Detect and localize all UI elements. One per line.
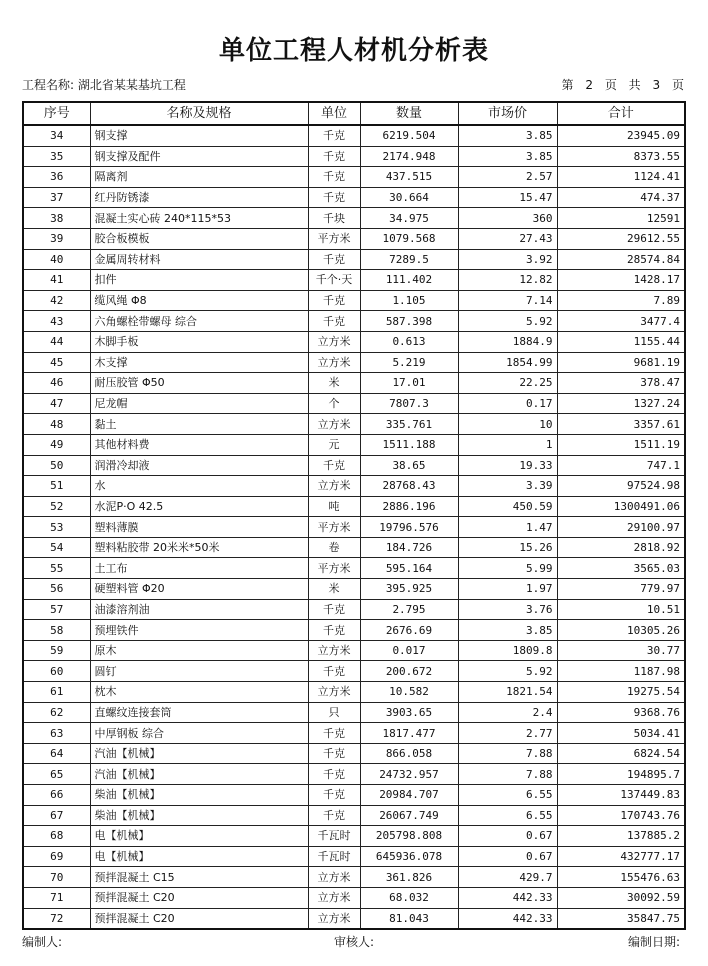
row-unit: 千克 (308, 785, 360, 806)
row-no: 36 (23, 167, 90, 188)
row-total: 9681.19 (557, 352, 685, 373)
row-price: 22.25 (458, 373, 557, 394)
row-name: 直螺纹连接套筒 (90, 702, 308, 723)
row-total: 29100.97 (557, 517, 685, 538)
row-price: 360 (458, 208, 557, 229)
table-row (23, 558, 685, 579)
row-qty: 0.613 (360, 331, 458, 352)
row-total: 3357.61 (557, 414, 685, 435)
row-qty: 184.726 (360, 537, 458, 558)
row-qty: 111.402 (360, 270, 458, 291)
row-unit: 千克 (308, 620, 360, 641)
row-no: 39 (23, 228, 90, 249)
row-no: 38 (23, 208, 90, 229)
row-qty: 2174.948 (360, 146, 458, 167)
table-row (23, 476, 685, 497)
row-name: 硬塑料管 Φ20 (90, 579, 308, 600)
row-unit: 千克 (308, 661, 360, 682)
row-no: 65 (23, 764, 90, 785)
row-price: 15.47 (458, 187, 557, 208)
row-name: 土工布 (90, 558, 308, 579)
row-unit: 千克 (308, 249, 360, 270)
row-unit: 立方米 (308, 682, 360, 703)
row-name: 扣件 (90, 270, 308, 291)
row-price: 15.26 (458, 537, 557, 558)
row-name: 电【机械】 (90, 846, 308, 867)
date-label: 编制日期: (627, 935, 680, 949)
row-unit: 米 (308, 373, 360, 394)
table-body (23, 125, 685, 929)
row-qty: 645936.078 (360, 846, 458, 867)
row-price: 450.59 (458, 496, 557, 517)
row-price: 0.67 (458, 826, 557, 847)
row-total: 1511.19 (557, 434, 685, 455)
col-header-price: 市场价 (458, 102, 557, 125)
row-no: 72 (23, 908, 90, 929)
row-unit: 只 (308, 702, 360, 723)
row-total: 23945.09 (557, 125, 685, 146)
row-price: 6.55 (458, 785, 557, 806)
row-no: 70 (23, 867, 90, 888)
row-total: 1300491.06 (557, 496, 685, 517)
row-name: 预拌混凝土 C20 (90, 887, 308, 908)
row-name: 润滑冷却液 (90, 455, 308, 476)
row-total: 9368.76 (557, 702, 685, 723)
row-total: 155476.63 (557, 867, 685, 888)
row-name: 枕木 (90, 682, 308, 703)
row-unit: 千克 (308, 187, 360, 208)
material-analysis-table (22, 101, 686, 930)
table-row (23, 537, 685, 558)
project-name (22, 76, 186, 93)
row-qty: 10.582 (360, 682, 458, 703)
table-row (23, 764, 685, 785)
row-price: 3.76 (458, 599, 557, 620)
row-price: 1821.54 (458, 682, 557, 703)
table-row (23, 187, 685, 208)
row-unit: 立方米 (308, 352, 360, 373)
row-price: 1.97 (458, 579, 557, 600)
row-name: 尼龙帽 (90, 393, 308, 414)
row-no: 56 (23, 579, 90, 600)
row-name: 隔离剂 (90, 167, 308, 188)
table-row (23, 702, 685, 723)
row-total: 3477.4 (557, 311, 685, 332)
table-row (23, 826, 685, 847)
row-no: 54 (23, 537, 90, 558)
row-total: 35847.75 (557, 908, 685, 929)
document-meta (22, 76, 684, 92)
row-qty: 34.975 (360, 208, 458, 229)
row-no: 61 (23, 682, 90, 703)
row-total: 1428.17 (557, 270, 685, 291)
row-no: 62 (23, 702, 90, 723)
table-row (23, 785, 685, 806)
row-price: 1.47 (458, 517, 557, 538)
col-header-total: 合计 (557, 102, 685, 125)
row-total: 30.77 (557, 640, 685, 661)
row-price: 1 (458, 434, 557, 455)
row-name: 预拌混凝土 C15 (90, 867, 308, 888)
row-price: 2.4 (458, 702, 557, 723)
row-price: 7.88 (458, 764, 557, 785)
preparer-label: 编制人: (22, 935, 63, 949)
row-price: 7.14 (458, 290, 557, 311)
row-price: 1809.8 (458, 640, 557, 661)
row-price: 3.39 (458, 476, 557, 497)
row-no: 71 (23, 887, 90, 908)
row-total: 1155.44 (557, 331, 685, 352)
row-unit: 平方米 (308, 517, 360, 538)
row-unit: 千块 (308, 208, 360, 229)
row-qty: 81.043 (360, 908, 458, 929)
table-row (23, 846, 685, 867)
row-price: 0.67 (458, 846, 557, 867)
row-no: 58 (23, 620, 90, 641)
row-no: 59 (23, 640, 90, 661)
row-no: 52 (23, 496, 90, 517)
row-qty: 1.105 (360, 290, 458, 311)
row-name: 汽油【机械】 (90, 743, 308, 764)
row-name: 木支撑 (90, 352, 308, 373)
row-price: 429.7 (458, 867, 557, 888)
row-total: 1187.98 (557, 661, 685, 682)
row-price: 3.85 (458, 620, 557, 641)
row-unit: 千克 (308, 290, 360, 311)
row-price: 27.43 (458, 228, 557, 249)
row-no: 40 (23, 249, 90, 270)
table-row (23, 249, 685, 270)
row-name: 水 (90, 476, 308, 497)
row-total: 12591 (557, 208, 685, 229)
row-qty: 26067.749 (360, 805, 458, 826)
row-total: 137885.2 (557, 826, 685, 847)
table-row (23, 640, 685, 661)
row-unit: 千克 (308, 743, 360, 764)
row-no: 50 (23, 455, 90, 476)
page-indicator (554, 76, 684, 93)
row-total: 2818.92 (557, 537, 685, 558)
row-unit: 吨 (308, 496, 360, 517)
row-qty: 587.398 (360, 311, 458, 332)
table-row (23, 599, 685, 620)
row-name: 塑料薄膜 (90, 517, 308, 538)
row-unit: 千瓦时 (308, 846, 360, 867)
row-name: 圆钉 (90, 661, 308, 682)
row-qty: 395.925 (360, 579, 458, 600)
row-no: 48 (23, 414, 90, 435)
pager-total: 3 (652, 78, 661, 92)
row-qty: 68.032 (360, 887, 458, 908)
row-unit: 立方米 (308, 640, 360, 661)
row-unit: 千克 (308, 723, 360, 744)
row-total: 432777.17 (557, 846, 685, 867)
row-unit: 千克 (308, 311, 360, 332)
row-name: 胶合板模板 (90, 228, 308, 249)
row-name: 其他材料费 (90, 434, 308, 455)
pager-mid: 页 (604, 78, 617, 92)
pager-suffix: 页 (671, 78, 684, 92)
row-no: 43 (23, 311, 90, 332)
pager-current: 2 (585, 78, 593, 92)
table-row (23, 887, 685, 908)
row-total: 1124.41 (557, 167, 685, 188)
row-unit: 立方米 (308, 331, 360, 352)
row-qty: 205798.808 (360, 826, 458, 847)
row-total: 378.47 (557, 373, 685, 394)
row-no: 34 (23, 125, 90, 146)
row-qty: 335.761 (360, 414, 458, 435)
row-unit: 千克 (308, 764, 360, 785)
row-no: 51 (23, 476, 90, 497)
row-name: 预埋铁件 (90, 620, 308, 641)
row-qty: 0.017 (360, 640, 458, 661)
row-name: 六角螺栓带螺母 综合 (90, 311, 308, 332)
row-unit: 平方米 (308, 558, 360, 579)
row-no: 35 (23, 146, 90, 167)
row-no: 55 (23, 558, 90, 579)
row-total: 1327.24 (557, 393, 685, 414)
row-unit: 元 (308, 434, 360, 455)
row-price: 442.33 (458, 908, 557, 929)
row-price: 5.92 (458, 311, 557, 332)
table-row (23, 228, 685, 249)
row-name: 钢支撑及配件 (90, 146, 308, 167)
row-qty: 2676.69 (360, 620, 458, 641)
row-total: 8373.55 (557, 146, 685, 167)
project-label: 工程名称: (22, 78, 75, 92)
row-price: 6.55 (458, 805, 557, 826)
row-total: 137449.83 (557, 785, 685, 806)
row-name: 钢支撑 (90, 125, 308, 146)
row-no: 66 (23, 785, 90, 806)
row-name: 红丹防锈漆 (90, 187, 308, 208)
row-no: 44 (23, 331, 90, 352)
row-price: 3.85 (458, 125, 557, 146)
row-qty: 437.515 (360, 167, 458, 188)
row-name: 汽油【机械】 (90, 764, 308, 785)
row-no: 67 (23, 805, 90, 826)
row-no: 37 (23, 187, 90, 208)
row-qty: 7289.5 (360, 249, 458, 270)
row-qty: 30.664 (360, 187, 458, 208)
row-total: 170743.76 (557, 805, 685, 826)
col-header-no: 序号 (23, 102, 90, 125)
row-name: 塑料粘胶带 20米米*50米 (90, 537, 308, 558)
row-unit: 千克 (308, 599, 360, 620)
row-name: 油漆溶剂油 (90, 599, 308, 620)
col-header-qty: 数量 (360, 102, 458, 125)
row-name: 电【机械】 (90, 826, 308, 847)
table-row (23, 208, 685, 229)
row-price: 5.92 (458, 661, 557, 682)
row-total: 474.37 (557, 187, 685, 208)
pager-total-label: 共 (628, 78, 641, 92)
row-total: 3565.03 (557, 558, 685, 579)
row-qty: 19796.576 (360, 517, 458, 538)
page-title: 单位工程人材机分析表 (218, 36, 489, 66)
table-row (23, 455, 685, 476)
row-qty: 5.219 (360, 352, 458, 373)
row-price: 2.57 (458, 167, 557, 188)
row-qty: 17.01 (360, 373, 458, 394)
row-name: 金属周转材料 (90, 249, 308, 270)
table-row (23, 434, 685, 455)
row-no: 41 (23, 270, 90, 291)
table-row (23, 908, 685, 929)
row-unit: 立方米 (308, 887, 360, 908)
row-no: 69 (23, 846, 90, 867)
row-name: 耐压胶管 Φ50 (90, 373, 308, 394)
row-name: 混凝土实心砖 240*115*53 (90, 208, 308, 229)
row-price: 3.85 (458, 146, 557, 167)
row-no: 63 (23, 723, 90, 744)
row-qty: 3903.65 (360, 702, 458, 723)
row-qty: 361.826 (360, 867, 458, 888)
table-row (23, 167, 685, 188)
row-no: 68 (23, 826, 90, 847)
row-price: 2.77 (458, 723, 557, 744)
row-price: 5.99 (458, 558, 557, 579)
row-total: 10305.26 (557, 620, 685, 641)
table-row (23, 331, 685, 352)
row-no: 46 (23, 373, 90, 394)
table-header-row (23, 102, 685, 125)
row-price: 1884.9 (458, 331, 557, 352)
row-unit: 米 (308, 579, 360, 600)
table-row (23, 682, 685, 703)
table-row (23, 805, 685, 826)
row-total: 6824.54 (557, 743, 685, 764)
table-row (23, 743, 685, 764)
row-no: 53 (23, 517, 90, 538)
row-qty: 2.795 (360, 599, 458, 620)
row-total: 779.97 (557, 579, 685, 600)
row-total: 10.51 (557, 599, 685, 620)
row-name: 原木 (90, 640, 308, 661)
row-no: 49 (23, 434, 90, 455)
row-unit: 千克 (308, 167, 360, 188)
row-name: 黏土 (90, 414, 308, 435)
row-qty: 1817.477 (360, 723, 458, 744)
col-header-unit: 单位 (308, 102, 360, 125)
row-unit: 立方米 (308, 476, 360, 497)
row-qty: 1079.568 (360, 228, 458, 249)
row-price: 1854.99 (458, 352, 557, 373)
row-qty: 20984.707 (360, 785, 458, 806)
row-price: 7.88 (458, 743, 557, 764)
row-qty: 2886.196 (360, 496, 458, 517)
row-qty: 6219.504 (360, 125, 458, 146)
row-name: 缆风绳 Φ8 (90, 290, 308, 311)
table-row (23, 579, 685, 600)
row-total: 747.1 (557, 455, 685, 476)
row-name: 预拌混凝土 C20 (90, 908, 308, 929)
row-qty: 866.058 (360, 743, 458, 764)
table-row (23, 146, 685, 167)
row-unit: 个 (308, 393, 360, 414)
row-no: 42 (23, 290, 90, 311)
row-unit: 千瓦时 (308, 826, 360, 847)
table-row (23, 125, 685, 146)
row-price: 0.17 (458, 393, 557, 414)
row-no: 47 (23, 393, 90, 414)
row-no: 57 (23, 599, 90, 620)
row-unit: 立方米 (308, 414, 360, 435)
row-name: 木脚手板 (90, 331, 308, 352)
table-row (23, 867, 685, 888)
row-no: 64 (23, 743, 90, 764)
row-total: 5034.41 (557, 723, 685, 744)
table-row (23, 723, 685, 744)
row-qty: 24732.957 (360, 764, 458, 785)
table-row (23, 352, 685, 373)
col-header-name: 名称及规格 (90, 102, 308, 125)
pager-prefix: 第 (561, 78, 574, 92)
row-qty: 38.65 (360, 455, 458, 476)
row-total: 97524.98 (557, 476, 685, 497)
row-unit: 千克 (308, 805, 360, 826)
row-name: 中厚钢板 综合 (90, 723, 308, 744)
project-value: 湖北省某某基坑工程 (77, 78, 186, 92)
row-name: 柴油【机械】 (90, 805, 308, 826)
table-row (23, 620, 685, 641)
table-row (23, 496, 685, 517)
row-unit: 立方米 (308, 867, 360, 888)
table-row (23, 290, 685, 311)
row-qty: 595.164 (360, 558, 458, 579)
row-qty: 1511.188 (360, 434, 458, 455)
signature-footer (22, 933, 684, 949)
row-unit: 卷 (308, 537, 360, 558)
row-no: 60 (23, 661, 90, 682)
table-row (23, 373, 685, 394)
table-row (23, 661, 685, 682)
row-unit: 千个·天 (308, 270, 360, 291)
table-row (23, 311, 685, 332)
table-row (23, 270, 685, 291)
row-price: 19.33 (458, 455, 557, 476)
table-row (23, 393, 685, 414)
table-row (23, 414, 685, 435)
row-unit: 千克 (308, 146, 360, 167)
row-total: 30092.59 (557, 887, 685, 908)
row-price: 3.92 (458, 249, 557, 270)
row-total: 7.89 (557, 290, 685, 311)
row-name: 水泥P·O 42.5 (90, 496, 308, 517)
row-price: 12.82 (458, 270, 557, 291)
row-price: 442.33 (458, 887, 557, 908)
row-name: 柴油【机械】 (90, 785, 308, 806)
row-total: 28574.84 (557, 249, 685, 270)
row-total: 194895.7 (557, 764, 685, 785)
reviewer-label: 审核人: (334, 935, 375, 949)
row-total: 29612.55 (557, 228, 685, 249)
row-qty: 7807.3 (360, 393, 458, 414)
table-row (23, 517, 685, 538)
row-total: 19275.54 (557, 682, 685, 703)
row-qty: 28768.43 (360, 476, 458, 497)
row-unit: 千克 (308, 125, 360, 146)
row-no: 45 (23, 352, 90, 373)
row-price: 10 (458, 414, 557, 435)
row-unit: 平方米 (308, 228, 360, 249)
row-unit: 立方米 (308, 908, 360, 929)
row-qty: 200.672 (360, 661, 458, 682)
row-unit: 千克 (308, 455, 360, 476)
